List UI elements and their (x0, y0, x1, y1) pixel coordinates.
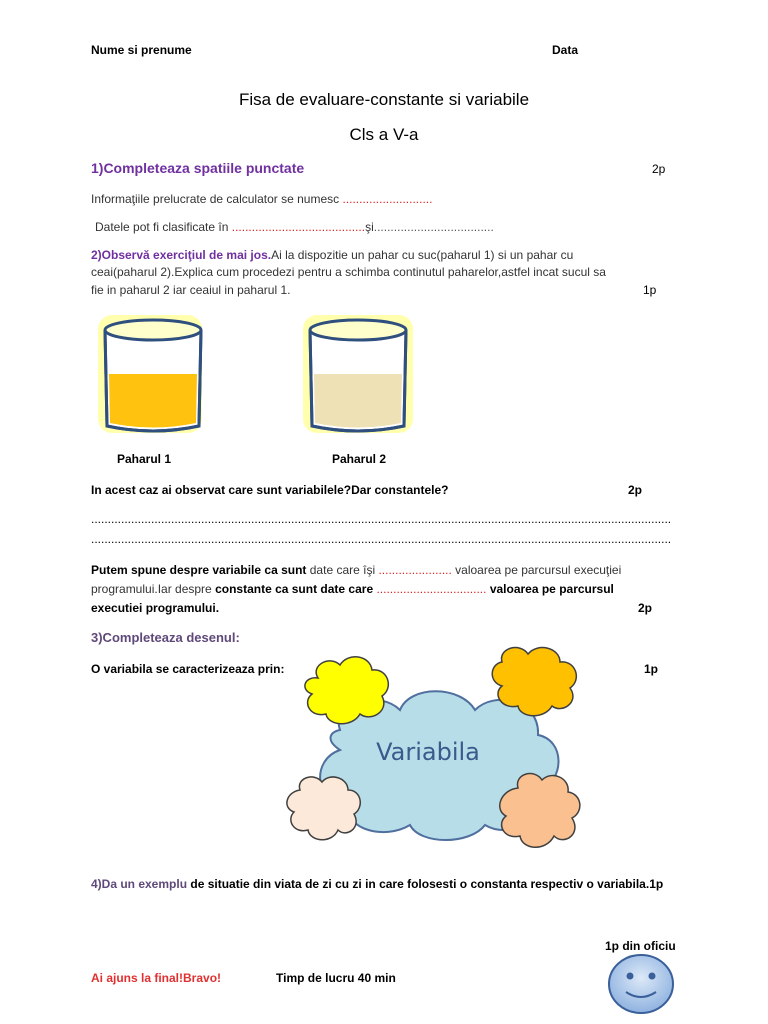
q2-question-points: 2p (628, 483, 643, 497)
congrats-text: Ai ajuns la final!Bravo! (91, 971, 222, 985)
q1-line2 (95, 220, 494, 234)
q2-paragraph-line2 (91, 582, 614, 596)
q3-prompt: O variabila se caracterizeaza prin: (91, 662, 285, 676)
q2-question: In acest caz ai observat care sunt variabilele?Dar constantele? (91, 483, 449, 497)
p-f: valoarea pe parcursul (486, 582, 614, 596)
q1-line1-text: Informaţiile prelucrate de calculator se numesc (91, 192, 343, 206)
answer-line-1: .............................................................................................................................................................................. (91, 512, 672, 526)
glass-2 (300, 312, 420, 437)
name-label: Nume si prenume (91, 43, 192, 57)
q1-heading: 1)Completeaza spatiile punctate (91, 160, 305, 176)
p-dots1: ...................... (378, 563, 452, 577)
q4-text: de situatie din viata de zi cu zi in care folosesti o constanta respectiv o variabila. (187, 877, 650, 891)
p-c: valoarea pe parcursul execuţiei (451, 563, 622, 577)
q4-points: 1p (649, 877, 664, 891)
q2-paragraph-line1 (91, 563, 621, 577)
glass-2-tea (314, 374, 402, 428)
q1-line2-text: Datele pot fi clasificate în (95, 220, 232, 234)
q2-text-1: Ai la dispozitie un pahar cu suc(paharul 1) si un pahar cu (271, 248, 574, 262)
time-text: Timp de lucru 40 min (276, 971, 396, 985)
q2-text-2: ceai(paharul 2).Explica cum procedezi pentru a schimba continutul paharelor,astfel incat sucul sa (91, 265, 606, 279)
glass-1 (95, 312, 215, 437)
page-title: Fisa de evaluare-constante si variabile (238, 90, 530, 109)
p-d: programului.Iar despre (91, 582, 216, 596)
q1-line1-blank: ........................... (342, 192, 433, 206)
answer-line-2: .............................................................................................................................................................................. (91, 532, 672, 546)
q4-heading: 4)Da un exemplu (91, 877, 188, 891)
p-e: constante ca sunt date care (215, 582, 377, 596)
p-g: executiei programului. (91, 601, 220, 615)
q1-points: 2p (652, 162, 666, 176)
q2-line1 (91, 248, 573, 262)
q1-line2-and: şi (365, 220, 374, 234)
q2-points: 1p (643, 283, 657, 297)
glass-1-juice (109, 374, 197, 428)
date-label: Data (552, 43, 579, 57)
p-b: date care îşi (306, 563, 379, 577)
q2-text-3: fie in paharul 2 iar ceaiul in paharul 1. (91, 283, 291, 297)
center-label: Variabila (376, 738, 480, 766)
q1-line2-blank2: .................................... (373, 220, 494, 234)
q3-points: 1p (644, 662, 659, 676)
p-a: Putem spune despre variabile ca sunt (91, 563, 307, 577)
cloud-top-left (305, 657, 388, 724)
glass-2-label: Paharul 2 (332, 452, 387, 466)
bonus-points: 1p din oficiu (605, 939, 676, 953)
q2-heading: 2)Observă exerciţiul de mai jos. (91, 248, 272, 262)
q3-heading: 3)Completeaza desenul: (91, 630, 240, 645)
q2-paragraph-points: 2p (638, 601, 653, 615)
p-dots2: ................................. (376, 582, 487, 596)
page-subtitle: Cls a V-a (349, 125, 419, 144)
q1-line1 (91, 192, 432, 206)
smiley-icon (606, 952, 676, 1016)
q4-line (91, 877, 663, 891)
concept-map (270, 640, 590, 870)
glass-1-label: Paharul 1 (117, 452, 172, 466)
q1-line2-blank: ........................................ (231, 220, 366, 234)
